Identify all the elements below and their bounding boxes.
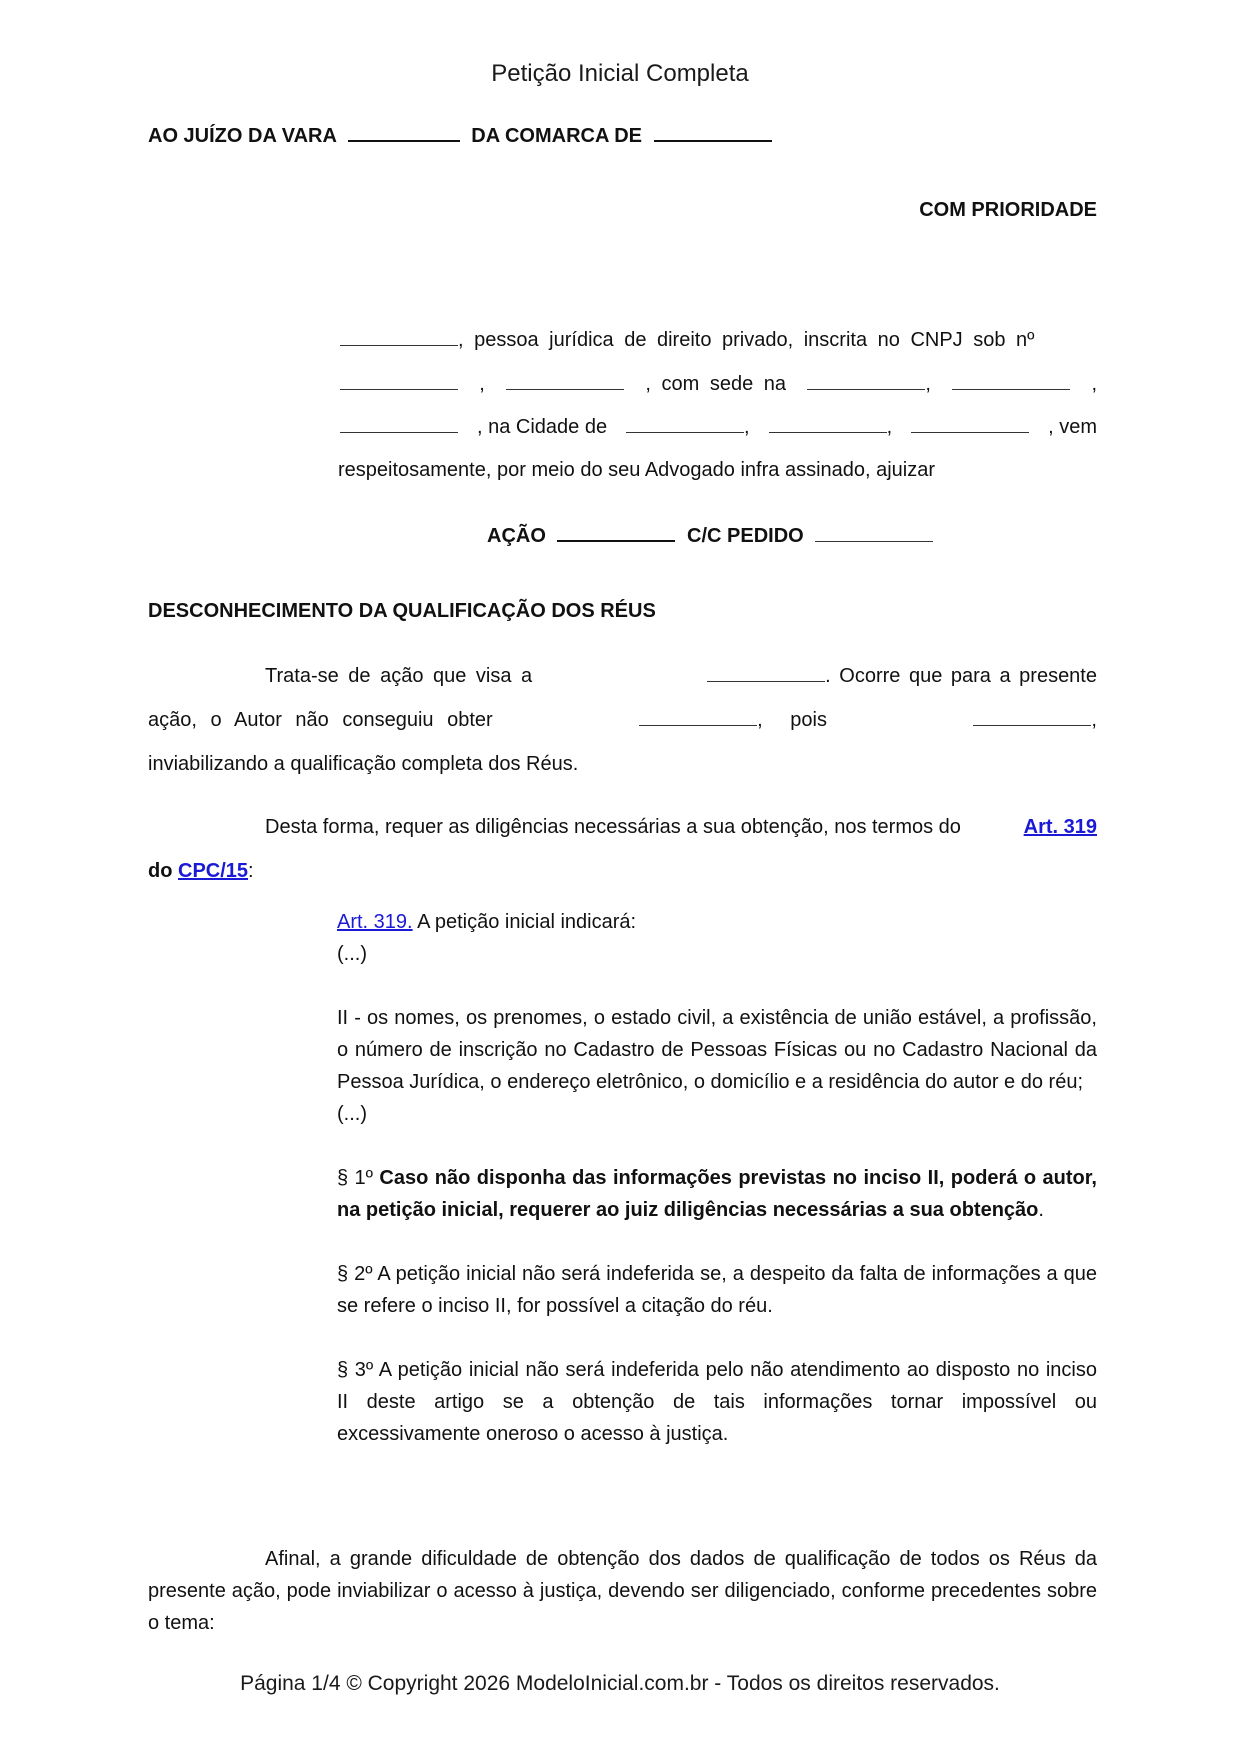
law-quote [337,906,1097,1450]
paragraph3: Afinal, a grande dificuldade de obtenção dos dados de qualificação de todos os Réus da presente ação, pode inviabilizar o acesso à justiça, devendo ser diligenciado, conforme precedentes sobre o tema: [148,1548,1097,1634]
qualification-line-4: respeitosamente, por meio do seu Advogado infra assinado, ajuizar [338,459,936,481]
art-heading [337,906,1097,938]
state-blank[interactable] [769,416,887,433]
vem-text: , vem [1048,416,1097,438]
addressee-line [148,124,778,146]
par1-end: . [1038,1199,1044,1221]
company-name-blank[interactable] [340,329,458,346]
art-319-quote-link[interactable]: Art. 319. [337,911,413,933]
separator: , [925,373,931,395]
paragraph2-line1 [265,817,1097,837]
separator: , [1091,373,1097,395]
vara-blank[interactable] [348,124,460,142]
document-title: Petição Inicial Completa [491,60,749,87]
p1-text: , [1091,709,1097,731]
paragraph-1-law [337,1162,1097,1226]
action-goal-blank[interactable] [707,665,825,682]
page-footer: Página 1/4 © Copyright 2026 ModeloInicial.com.br - Todos os direitos reservados. [240,1672,1000,1695]
comarca-blank[interactable] [654,124,772,142]
cnpj-blank[interactable] [340,373,458,390]
art-text: A petição inicial indicará: [417,911,637,933]
p2-text: Desta forma, requer as diligências necessárias a sua obtenção, nos termos do [265,816,961,838]
qualification-line-3 [340,416,1097,437]
action-title [487,524,939,546]
qualification-line-1 [340,329,1097,350]
par1-bold-text: Caso não disponha das informações previstas no inciso II, poderá o autor, na petição inicial, requerer ao juiz diligências necessárias a sua obtenção [337,1167,1097,1221]
district-blank[interactable] [340,416,458,433]
inciso-ii: II - os nomes, os prenomes, o estado civil, a existência de união estável, a profissão, o número de inscrição no Cadastro de Pessoas Físicas ou no Cadastro Nacional da Pessoa Jurídica, o endereço eletrônico, o domicílio e a residência do autor e do réu; [337,1007,1097,1093]
city-blank[interactable] [626,416,744,433]
addressee-prefix: AO JUÍZO DA VARA [148,125,337,147]
paragraph-2-law: § 2º A petição inicial não será indeferida se, a despeito da falta de informações a que se refere o inciso II, for possível a citação do réu. [337,1263,1097,1317]
section-heading: DESCONHECIMENTO DA QUALIFICAÇÃO DOS RÉUS [148,600,656,622]
paragraph1-line1 [265,665,1097,686]
paragraph-3-law: § 3º A petição inicial não será indeferida pelo não atendimento ao disposto no inciso II deste artigo se a obtenção de tais informações tornar impossível ou excessivamente oneroso o acesso à justiça. [337,1359,1097,1445]
action-middle: C/C PEDIDO [687,525,804,547]
cpc-15-link[interactable]: CPC/15 [178,860,249,882]
paragraph1-line2 [148,709,1097,730]
p1-text: ação, o Autor não conseguiu obter [148,709,493,731]
p2-connector: do [148,860,173,882]
separator: , [744,416,750,438]
addressee-middle: DA COMARCA DE [471,125,643,147]
ellipsis: (...) [337,1103,367,1125]
separator: , [886,416,893,438]
par1-label: § 1º [337,1167,373,1189]
art-319-link[interactable]: Art. 319 [1023,816,1097,838]
separator: , [479,373,485,395]
address-number-blank[interactable] [952,373,1070,390]
address-blank[interactable] [807,373,925,390]
reason-blank[interactable] [973,709,1091,726]
p2-end: : [248,860,254,882]
action-prefix: AÇÃO [487,525,546,547]
p1-text: , pois [757,709,827,731]
missing-data-blank[interactable] [639,709,757,726]
p1-text: . Ocorre que para a presente [825,665,1097,687]
request-type-blank[interactable] [815,525,933,542]
paragraph2-line2 [148,861,254,881]
action-type-blank[interactable] [557,524,675,542]
paragraph1-line3: inviabilizando a qualificação completa dos Réus. [148,753,579,775]
qualification-line-2 [340,373,1097,394]
zip-blank[interactable] [911,416,1029,433]
priority-label: COM PRIORIDADE [919,199,1097,221]
p1-text: Trata-se de ação que visa a [265,665,533,687]
with-headquarters-text: , com sede na [645,373,787,395]
qualification-text-1: , pessoa jurídica de direito privado, inscrita no CNPJ sob nº [458,329,1035,351]
city-text: , na Cidade de [476,416,608,438]
ellipsis: (...) [337,943,367,965]
cnpj-complement-blank[interactable] [506,373,624,390]
